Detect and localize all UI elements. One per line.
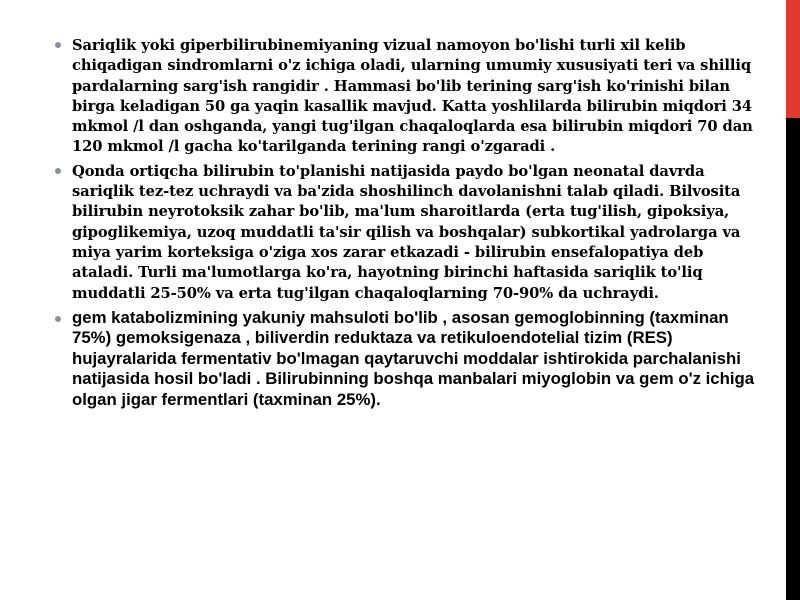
bullet-list xyxy=(52,36,758,414)
bullet-item-1 xyxy=(52,36,758,158)
bullet-dot-icon xyxy=(55,168,61,174)
bullet-text-3: gem katabolizmining yakuniy mahsuloti bo'lib , asosan gemoglobinning (taxminan 75%) gemoksigenaza , biliverdin reduktaza va retikuloendotelial tizim (RES) hujayralarida fermentativ bo'lmagan qaytaruvchi moddalar ishtirokida parchalanishi natijasida hosil bo'ladi . Bilirubinning boshqa manbalari miyoglobin va gem o'z ichiga olgan jigar fermentlari (taxminan 25%). xyxy=(72,307,755,409)
bullet-dot-icon xyxy=(55,42,61,48)
bullet-item-3 xyxy=(52,308,758,411)
bullet-dot-icon xyxy=(55,316,61,322)
bullet-item-2 xyxy=(52,162,758,304)
side-accent-bar xyxy=(786,0,800,118)
bullet-text-2: Qonda ortiqcha bilirubin to'planishi natijasida paydo bo'lgan neonatal davrda sariqlik tez-tez uchraydi va ba'zida shoshilinch davolanishni talab qiladi. Bilvosita bilirubin neyrotoksik zahar bo'lib, ma'lum sharoitlarda (erta tug'ilish, gipoksiya, gipoglikemiya, uzoq muddatli ta'sir qilish va boshqalar) subkortikal yadrolarga va miya yarim korteksiga o'ziga xos zarar etkazadi - bilirubin ensefalopatiya deb ataladi. Turli ma'lumotlarga ko'ra, hayotning birinchi haftasida sariqlik to'liq muddatli 25-50% va erta tug'ilgan chaqaloqlarning 70-90% da uchraydi. xyxy=(72,162,741,302)
bullet-text-1: Sariqlik yoki giperbilirubinemiyaning vizual namoyon bo'lishi turli xil kelib chiqadigan sindromlarni o'z ichiga oladi, ularning umumiy xususiyati teri va shilliq pardalarning sarg'ish rangidir . Hammasi bo'lib terining sarg'ish ko'rinishi bilan birga keladigan 50 ga yaqin kasallik mavjud. Katta yoshlilarda bilirubin miqdori 34 mkmol /l dan oshganda, yangi tug'ilgan chaqaloqlarda esa bilirubin miqdori 70 dan 120 mkmol /l gacha ko'tarilganda terining rangi o'zgaradi . xyxy=(72,37,753,156)
